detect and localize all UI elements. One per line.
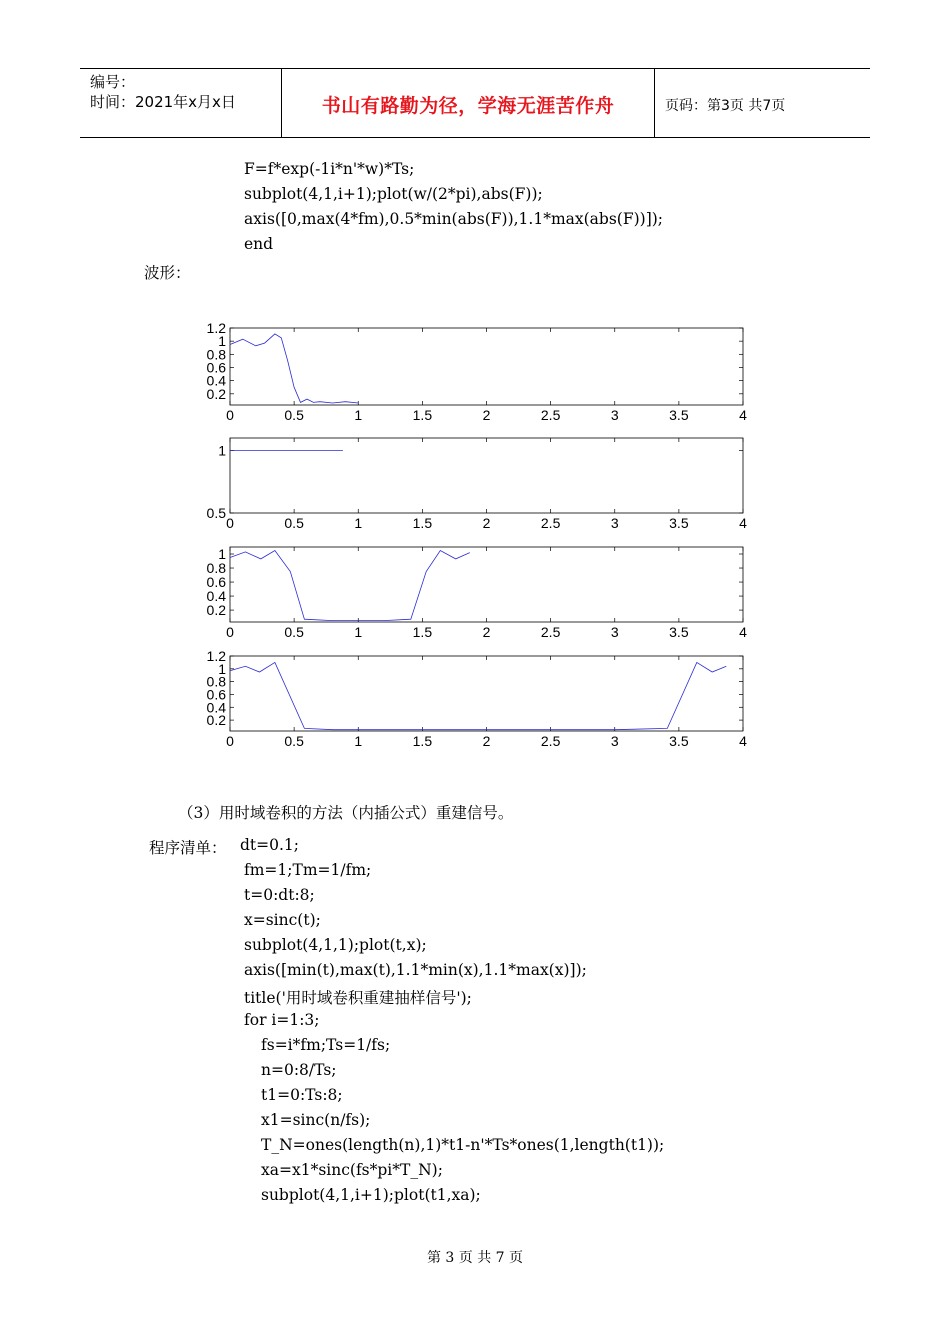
program-label: 程序清单： — [149, 839, 227, 857]
series-line — [230, 551, 470, 621]
code-line: subplot(4,1,i+1);plot(t1,xa); — [261, 1186, 481, 1204]
x-tick-label: 4 — [739, 407, 747, 423]
subplot-frame — [230, 656, 743, 731]
y-tick-label: 0.4 — [206, 699, 226, 716]
code-line: axis([0,max(4*fm),0.5*min(abs(F)),1.1*max(abs(F))]); — [244, 210, 664, 228]
y-tick-label: 1.2 — [206, 648, 226, 664]
x-tick-label: 1.5 — [412, 733, 433, 749]
code-line: end — [244, 235, 274, 253]
x-tick-label: 0 — [226, 624, 234, 640]
x-tick-label: 0.5 — [284, 515, 304, 531]
y-tick-label: 0.6 — [206, 574, 226, 591]
x-tick-label: 2.5 — [540, 624, 561, 640]
y-tick-label: 1 — [218, 546, 226, 563]
series-line — [230, 334, 358, 403]
code-line: subplot(4,1,i+1);plot(w/(2*pi),abs(F)); — [244, 185, 543, 203]
x-tick-label: 3 — [610, 515, 619, 531]
code-line: fm=1;Tm=1/fm; — [244, 861, 372, 879]
x-tick-label: 2.5 — [540, 515, 561, 531]
x-tick-label: 0.5 — [284, 624, 304, 640]
waveform-figure — [190, 310, 770, 760]
x-tick-label: 2 — [482, 624, 491, 640]
x-tick-label: 0 — [226, 407, 234, 423]
code-line: axis([min(t),max(t),1.1*min(x),1.1*max(x)]); — [244, 961, 587, 979]
subplot-frame — [230, 438, 743, 513]
x-tick-label: 4 — [739, 515, 747, 531]
series-line — [230, 662, 726, 729]
code-line: t=0:dt:8; — [244, 886, 315, 904]
x-tick-label: 2 — [482, 733, 491, 749]
x-tick-label: 3 — [610, 407, 619, 423]
waveform-svg — [190, 310, 770, 760]
code-line: for i=1:3; — [244, 1011, 320, 1029]
y-tick-label: 0.8 — [206, 673, 226, 690]
y-tick-label: 0.8 — [206, 560, 226, 577]
waveform-label: 波形： — [144, 264, 191, 282]
code-line: subplot(4,1,1);plot(t,x); — [244, 936, 427, 954]
x-tick-label: 1 — [354, 515, 363, 531]
y-tick-label: 0.2 — [206, 385, 226, 402]
y-tick-label: 0.5 — [206, 505, 226, 521]
section-title: （3）用时域卷积的方法（内插公式）重建信号。 — [178, 804, 514, 822]
x-tick-label: 0.5 — [284, 407, 304, 423]
code-line: dt=0.1; — [240, 836, 300, 854]
x-tick-label: 4 — [739, 624, 747, 640]
x-tick-label: 3.5 — [669, 407, 689, 423]
x-tick-label: 2 — [482, 407, 491, 423]
y-tick-label: 1.2 — [206, 320, 226, 336]
code-line: T_N=ones(length(n),1)*t1-n'*Ts*ones(1,length(t1)); — [261, 1136, 665, 1154]
y-tick-label: 1 — [218, 333, 226, 350]
x-tick-label: 1.5 — [412, 515, 433, 531]
y-tick-label: 0.6 — [206, 686, 226, 703]
x-tick-label: 1.5 — [412, 407, 433, 423]
x-tick-label: 3.5 — [669, 733, 689, 749]
code-line: t1=0:Ts:8; — [261, 1086, 343, 1104]
header-meta — [80, 69, 280, 137]
x-tick-label: 3.5 — [669, 624, 689, 640]
y-tick-label: 1 — [218, 442, 226, 459]
x-tick-label: 3 — [610, 624, 619, 640]
x-tick-label: 2 — [482, 515, 491, 531]
x-tick-label: 1.5 — [412, 624, 433, 640]
y-tick-label: 0.4 — [206, 372, 226, 389]
x-tick-label: 1 — [354, 733, 363, 749]
time-label: 时间：2021年x月x日 — [90, 93, 236, 111]
x-tick-label: 2.5 — [540, 733, 561, 749]
code-line: n=0:8/Ts; — [261, 1061, 337, 1079]
motto: 书山有路勤为径，学海无涯苦作舟 — [321, 95, 615, 117]
x-tick-label: 1 — [354, 407, 363, 423]
y-tick-label: 1 — [218, 660, 226, 677]
code-line: F=f*exp(-1i*n'*w)*Ts; — [244, 160, 415, 178]
code-line: x1=sinc(n/fs); — [261, 1111, 371, 1129]
x-tick-label: 3.5 — [669, 515, 689, 531]
x-tick-label: 1 — [354, 624, 363, 640]
y-tick-label: 0.8 — [206, 346, 226, 363]
x-tick-label: 0 — [226, 515, 234, 531]
code-line: fs=i*fm;Ts=1/fs; — [261, 1036, 391, 1054]
x-tick-label: 2.5 — [540, 407, 561, 423]
code-line: title('用时域卷积重建抽样信号'); — [244, 989, 472, 1007]
subplot-frame — [230, 547, 743, 622]
serial-label: 编号： — [90, 73, 136, 91]
y-tick-label: 0.2 — [206, 712, 226, 729]
x-tick-label: 4 — [739, 733, 747, 749]
header-motto-cell — [281, 69, 655, 137]
x-tick-label: 0 — [226, 733, 234, 749]
y-tick-label: 0.2 — [206, 602, 226, 619]
x-tick-label: 3 — [610, 733, 619, 749]
code-line: x=sinc(t); — [244, 911, 321, 929]
subplot-frame — [230, 328, 743, 405]
x-tick-label: 0.5 — [284, 733, 304, 749]
y-tick-label: 0.6 — [206, 359, 226, 376]
page-footer: 第 3 页 共 7 页 — [426, 1250, 524, 1266]
page-header — [80, 68, 870, 138]
y-tick-label: 0.4 — [206, 588, 226, 605]
page-label: 页码：第3页 共7页 — [665, 98, 786, 114]
code-line: xa=x1*sinc(fs*pi*T_N); — [261, 1161, 443, 1179]
